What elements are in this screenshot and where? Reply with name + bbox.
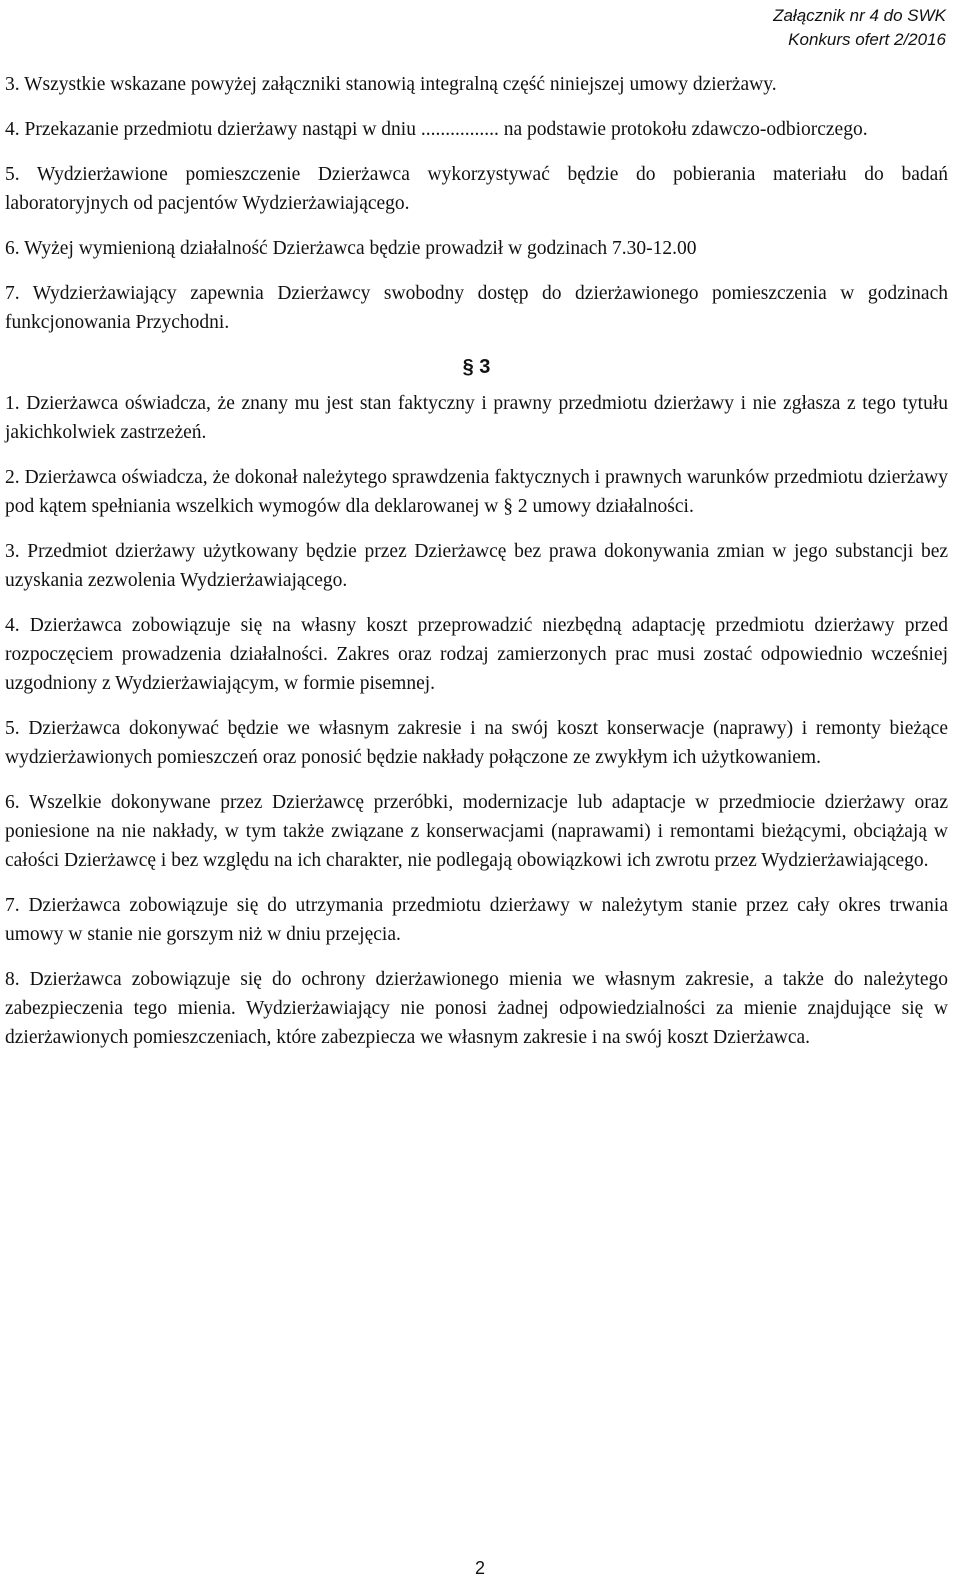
- paragraph-a-7: 7. Wydzierżawiający zapewnia Dzierżawcy swobodny dostęp do dzierżawionego pomieszczenia w godzinach funkcjonowania Przychodni.: [5, 283, 948, 333]
- paragraph-b-2: 2. Dzierżawca oświadcza, że dokonał należytego sprawdzenia faktycznych i prawnych warunków przedmiotu dzierżawy pod kątem spełniania wszelkich wymogów dla deklarowanej w § 2 umowy działalności.: [5, 467, 948, 517]
- paragraph-b-3: 3. Przedmiot dzierżawy użytkowany będzie przez Dzierżawcę bez prawa dokonywania zmian w jego substancji bez uzyskania zezwolenia Wydzierżawiającego.: [5, 541, 948, 591]
- header-attachment-label: Załącznik nr 4 do SWK: [773, 6, 946, 25]
- paragraph-a-3: 3. Wszystkie wskazane powyżej załączniki stanowią integralną część niniejszej umowy dzierżawy.: [5, 74, 777, 95]
- paragraph-b-6: 6. Wszelkie dokonywane przez Dzierżawcę przeróbki, modernizacje lub adaptacje w przedmiocie dzierżawy oraz poniesione na nie nakłady, w tym także związane z konserwacjami (naprawami) i remontami bieżącymi, obciążają w całości Dzierżawcę i bez względu na ich charakter, nie podlegają obowiązkowi ich zwrotu przez Wydzierżawiającego.: [5, 792, 948, 871]
- document-body: [5, 70, 948, 1068]
- section-heading: § 3: [462, 356, 491, 378]
- paragraph-a-4: 4. Przekazanie przedmiotu dzierżawy nastąpi w dniu ................ na podstawie protokołu zdawczo-odbiorczego.: [5, 119, 868, 140]
- page-header: [773, 4, 946, 52]
- page-number: 2: [474, 1558, 485, 1578]
- paragraph-b-7: 7. Dzierżawca zobowiązuje się do utrzymania przedmiotu dzierżawy w należytym stanie przez cały okres trwania umowy w stanie nie gorszym niż w dniu przejęcia.: [5, 895, 948, 945]
- header-contest-label: Konkurs ofert 2/2016: [788, 30, 946, 49]
- paragraph-b-8: 8. Dzierżawca zobowiązuje się do ochrony dzierżawionego mienia we własnym zakresie, a także do należytego zabezpieczenia tego mienia. Wydzierżawiający nie ponosi żadnej odpowiedzialności za mienie znajdujące się w dzierżawionych pomieszczeniach, które zabezpiecza we własnym zakresie i na swój koszt Dzierżawca.: [5, 969, 948, 1048]
- paragraph-b-4: 4. Dzierżawca zobowiązuje się na własny koszt przeprowadzić niezbędną adaptację przedmiotu dzierżawy przed rozpoczęciem prowadzenia działalności. Zakres oraz rodzaj zamierzonych prac musi zostać odpowiednio wcześniej uzgodniony z Wydzierżawiającym, w formie pisemnej.: [5, 615, 948, 694]
- paragraph-a-6: 6. Wyżej wymienioną działalność Dzierżawca będzie prowadził w godzinach 7.30-12.00: [5, 238, 697, 259]
- paragraph-b-5: 5. Dzierżawca dokonywać będzie we własnym zakresie i na swój koszt konserwacje (naprawy) i remonty bieżące wydzierżawionych pomieszczeń oraz ponosić będzie nakłady połączone ze zwykłym ich użytkowaniem.: [5, 718, 948, 768]
- paragraph-b-1: 1. Dzierżawca oświadcza, że znany mu jest stan faktyczny i prawny przedmiotu dzierżawy i nie zgłasza z tego tytułu jakichkolwiek zastrzeżeń.: [5, 393, 948, 443]
- paragraph-a-5: 5. Wydzierżawione pomieszczenie Dzierżawca wykorzystywać będzie do pobierania materiału do badań laboratoryjnych od pacjentów Wydzierżawiającego.: [5, 164, 948, 214]
